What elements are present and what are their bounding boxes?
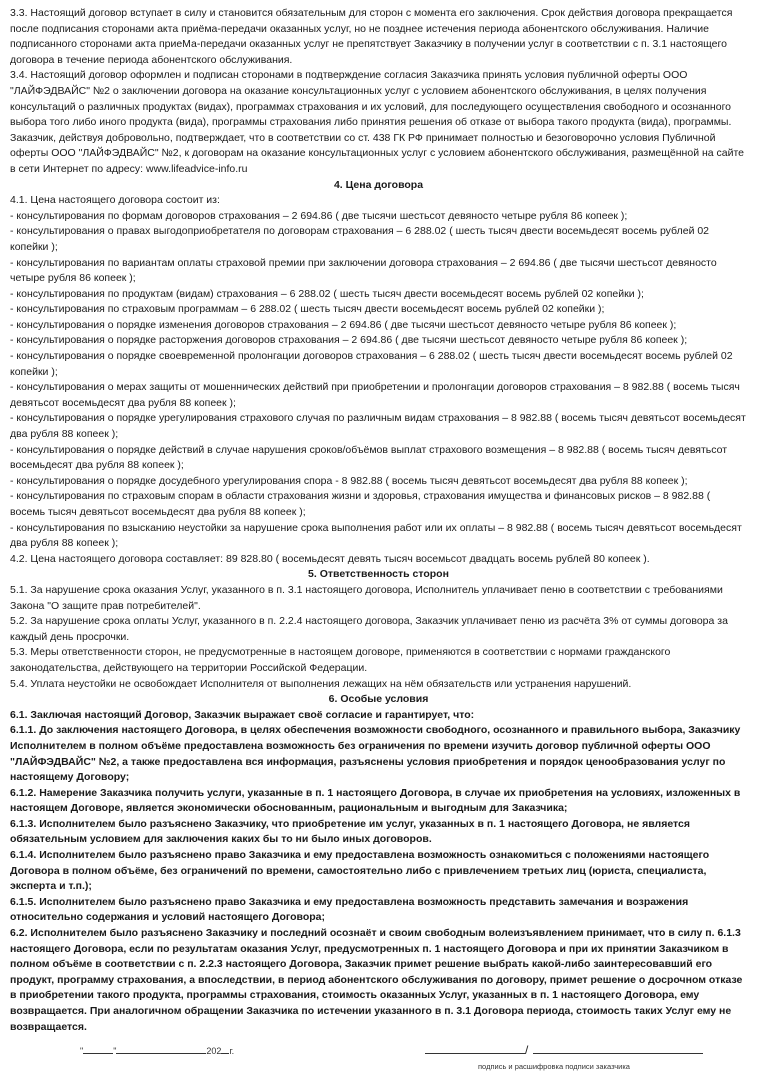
signature-slash: / bbox=[525, 1043, 529, 1057]
price-item: - консультирования о порядке действий в случае нарушения сроков/объёмов выплат страхового возмещения – 8 982.88 ( восемь тысяч девятьсот восемьдесят два рубля 88 копеек ); bbox=[10, 443, 728, 472]
price-item: - консультирования о порядке урегулирования страхового случая по различным видам страхования – 8 982.88 ( восемь тысяч девятьсот восемьдесят два рубля 88 копеек ); bbox=[10, 412, 746, 441]
price-item: - консультирования по вариантам оплаты страховой премии при заключении договора страхования – 2 694.86 ( две тысячи шестьсот девяносто четыре рубля 86 копеек ); bbox=[10, 256, 717, 285]
price-item: - консультирования о порядке своевременной пролонгации договоров страхования – 6 288.02 ( шесть тысяч двести восемьдесят восемь рублей 02 копейки ); bbox=[10, 350, 733, 378]
signature-name-blank bbox=[533, 1053, 703, 1054]
price-item: - консультирования о мерах защиты от мошеннических действий при приобретении и пролонгации договоров страхования – 8 982.88 ( восемь тысяч девятьсот восемьдесят два рубля 88 копеек ); bbox=[10, 381, 740, 409]
date-close-quote: " bbox=[113, 1046, 117, 1056]
date-open-quote: " bbox=[80, 1046, 84, 1056]
clause-5-1: 5.1. За нарушение срока оказания Услуг, указанного в п. 3.1 настоящего договора, Исполнитель уплачивает пеню в соответствии с требованиями Закона "О защите прав потребителей". bbox=[10, 583, 723, 612]
clause-3-4: 3.4. Настоящий договор оформлен и подписан сторонами в подтверждение согласия Заказчика принять условия публичной оферты ООО "ЛАЙФЭДВАЙС" №2 о заключении договора на оказание консультационных услуг с условием абонентского обслуживания, в целях получения консультаций о различных продуктах (видах), программах страхования и их условий, для последующего осуществления свободного и осознанного выбора того либо иного продукта (вида), программы страхования либо принятия решения об отказе от выбора такого продукта (вида), программы. Заказчик, действуя добровольно, подтверждает, что в соответствии со ст. 438 ГК РФ принимает полностью и безоговорочно условия Публичной оферты ООО "ЛАЙФЭДВАЙС" №2, к договорам на оказание консультационных услуг с условием абонентского обслуживания, размещённой на сайте в сети Интернет по адресу: www.lifeadvice-info.ru bbox=[10, 69, 745, 175]
price-item: - консультирования по продуктам (видам) страхования – 6 288.02 ( шесть тысяч двести восемьдесят восемь рублей 02 копейки ); bbox=[10, 287, 644, 300]
clause-6-1-4: 6.1.4. Исполнителем было разъяснено право Заказчика и ему предоставлена возможность ознакомиться с положениями настоящего Договора в полном объёме, без ограничений по времени, самостоятельно либо с привлечением третьих лиц (юриста, специалиста, эксперта и т.п.); bbox=[10, 849, 710, 893]
price-item: - консультирования о порядке расторжения договоров страхования – 2 694.86 ( две тысячи шестьсот девяносто четыре рубля 86 копеек ); bbox=[10, 334, 688, 347]
price-item: - консультирования по формам договоров страхования – 2 694.86 ( две тысячи шестьсот девяносто четыре рубля 86 копеек ); bbox=[10, 209, 628, 222]
month-blank bbox=[116, 1044, 206, 1054]
price-item: - консультирования по страховым программам – 6 288.02 ( шесть тысяч двести восемьдесят восемь рублей 02 копейки ); bbox=[10, 303, 605, 316]
signature-blank bbox=[425, 1053, 525, 1054]
day-blank bbox=[83, 1044, 113, 1054]
clause-3-3: 3.3. Настоящий договор вступает в силу и становится обязательным для сторон с момента его заключения. Срок действия договора прекращается после подписания сторонами акта приёма-передачи оказанных услуг, но не позднее истечения периода абонентского обслуживания. Наличие подписанного сторонами акта приеМа-передачи оказанных услуг не препятствует Заказчику в получении услуг в соответствии с п. 3.1 настоящего договора в течение периода абонентского обслуживания. bbox=[10, 7, 733, 66]
clause-6-2: 6.2. Исполнителем было разъяснено Заказчику и последний осознаёт и своим свободным волеизъявлением принимает, что в силу п. 6.1.3 настоящего Договора, если по результатам оказания Услуг, предусмотренных п. 1 настоящего Договора и при их принятии Заказчиком в полном объёме в соответствии с п. 2.2.3 настоящего Договора, Заказчик примет решение выбрать какой-либо заинтересовавший его продукт, программу страхования, а впоследствии, в период абонентского обслуживания по договору, примет решение о досрочном отказе в приобретении такого продукта, программы страхования, стоимость оказанных Услуг, указанных в п. 1 настоящего Договора, ему возвращается. При аналогичном обращении Заказчика по истечении указанного в п. 3.1 Договора периода, стоимость таких Услуг ему не возвращается. bbox=[10, 927, 743, 1033]
clause-6-1-1: 6.1.1. До заключения настоящего Договора, в целях обеспечения возможности свободного, осознанного и правильного выбора, Заказчику Исполнителем в полном объёме предоставлена возможность без ограничения по времени изучить договор публичной оферты ООО "ЛАЙФЭДВАЙС" №2, а также предоставлена вся информация, разъяснены условия приобретения и порядок ценообразования услуг по настоящему Договору; bbox=[10, 724, 741, 784]
clause-6-1: 6.1. Заключая настоящий Договор, Заказчик выражает своё согласие и гарантирует, что: bbox=[10, 708, 475, 721]
price-item: - консультирования по взысканию неустойки за нарушение срока выполнения работ или их оплаты – 8 982.88 ( восемь тысяч девятьсот восемьдесят два рубля 88 копеек ); bbox=[10, 521, 742, 550]
price-item: - консультирования о правах выгодоприобретателя по договорам страхования – 6 288.02 ( шесть тысяч двести восемьдесят восемь рублей 02 копейки ); bbox=[10, 225, 710, 253]
clause-4-1: 4.1. Цена настоящего договора состоит из: bbox=[10, 194, 220, 207]
year-suffix: г. bbox=[229, 1046, 235, 1056]
price-item: - консультирования по страховым спорам в области страхования жизни и здоровья, страхования имущества и финансовых рисков – 8 982.88 ( восемь тысяч девятьсот восемьдесят два рубля 88 копеек ); bbox=[10, 490, 711, 518]
clause-6-1-2: 6.1.2. Намерение Заказчика получить услуги, указанные в п. 1 настоящего Договора, в случае их приобретения на условиях, изложенных в настоящем Договоре, является экономически обоснованным, рациональным и выгодным для Заказчика; bbox=[10, 786, 741, 815]
clause-4-2: 4.2. Цена настоящего договора составляет: 89 828.80 ( восемьдесят девять тысяч восемьсот двадцать восемь рублей 80 копеек ). bbox=[10, 552, 650, 565]
price-item: - консультирования о порядке досудебного урегулирования спора - 8 982.88 ( восемь тысяч девятьсот восемьдесят два рубля 88 копеек ); bbox=[10, 474, 688, 487]
clause-6-1-3: 6.1.3. Исполнителем было разъяснено Заказчику, что приобретение им услуг, указанных в п. 1 настоящего Договора, не является обязательным условием для заключения каких бы то ни было иных договоров. bbox=[10, 817, 691, 846]
clause-6-1-5: 6.1.5. Исполнителем было разъяснено право Заказчика и ему предоставлена возможность представить замечания и возражения относительно содержания и условий настоящего Договора; bbox=[10, 895, 689, 924]
date-field bbox=[80, 1044, 234, 1056]
clause-5-3: 5.3. Меры ответственности сторон, не предусмотренные в настоящем договоре, применяются в соответствии с нормами гражданского законодательства, действующего на территории Российской Федерации. bbox=[10, 646, 671, 674]
signature-line bbox=[425, 1042, 725, 1057]
price-item: - консультирования о порядке изменения договоров страхования – 2 694.86 ( две тысячи шестьсот девяносто четыре рубля 86 копеек ); bbox=[10, 318, 677, 331]
section-4-heading: 4. Цена договора bbox=[333, 178, 424, 191]
year-prefix: 202 bbox=[206, 1046, 222, 1056]
section-6-heading: 6. Особые условия bbox=[328, 693, 429, 706]
section-5-heading: 5. Ответственность сторон bbox=[308, 568, 449, 581]
signature-footer bbox=[0, 1038, 757, 1080]
clause-5-2: 5.2. За нарушение срока оплаты Услуг, указанного в п. 2.2.4 настоящего договора, Заказчик уплачивает пеню из расчёта 3% от суммы договора за каждый день просрочки. bbox=[10, 615, 728, 643]
signature-caption: подпись и расшифровка подписи заказчика bbox=[478, 1062, 630, 1071]
clause-5-4: 5.4. Уплата неустойки не освобождает Исполнителя от выполнения лежащих на нём обязательств или устранения нарушений. bbox=[10, 677, 632, 690]
